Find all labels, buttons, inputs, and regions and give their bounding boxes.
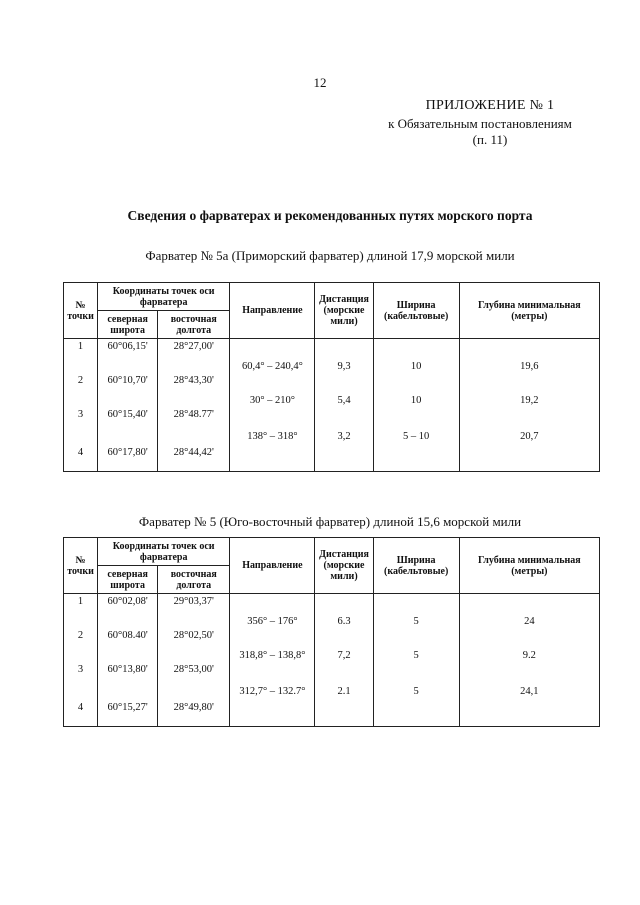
longitude-column [158, 339, 230, 472]
distance-column [315, 339, 373, 472]
longitude-column [158, 594, 230, 727]
fairway-table [63, 282, 600, 472]
fairway-caption: Фарватер № 5 (Юго-восточный фарватер) длиной 15,6 морской мили [138, 514, 522, 529]
direction-column [230, 594, 315, 727]
latitude-cell: 60°08.40' [107, 630, 148, 641]
width-column [373, 339, 459, 472]
point-number-column [64, 594, 98, 727]
header-direction: Направление [230, 538, 315, 594]
direction-cell: 318,8° – 138,8° [239, 650, 306, 661]
distance-cell: 7,2 [337, 650, 351, 661]
direction-cell: 312,7° – 132.7° [239, 686, 306, 697]
point-number-cell: 2 [77, 630, 84, 641]
latitude-cell: 60°17,80' [107, 447, 148, 458]
fairway-caption: Фарватер № 5а (Приморский фарватер) длиной 17,9 морской мили [145, 248, 515, 263]
point-number-cell: 1 [77, 341, 84, 352]
latitude-column [98, 594, 158, 727]
header-latitude: северная широта [98, 311, 158, 339]
table-row [64, 339, 600, 472]
width-cell: 5 [413, 686, 419, 697]
width-cell: 5 [413, 616, 419, 627]
longitude-cell: 28°43,30' [173, 375, 214, 386]
latitude-column [98, 339, 158, 472]
header-latitude: северная широта [98, 566, 158, 594]
longitude-cell: 28°27,00' [173, 341, 214, 352]
annex-clause: (п. 11) [472, 132, 508, 147]
header-coordinates: Координаты точек оси фарватера [98, 538, 230, 566]
header-longitude: восточная долгота [158, 566, 230, 594]
point-number-cell: 3 [77, 409, 84, 420]
fairway-table [63, 537, 600, 727]
document-title: Сведения о фарватерах и рекомендованных путях морского порта [127, 208, 533, 223]
table-row [64, 594, 600, 727]
width-cell: 5 [413, 650, 419, 661]
longitude-cell: 29°03,37' [173, 596, 214, 607]
point-number-cell: 4 [77, 447, 84, 458]
width-cell: 10 [410, 395, 422, 406]
distance-cell: 5,4 [337, 395, 351, 406]
depth-cell: 9.2 [522, 650, 536, 661]
direction-cell: 60,4° – 240,4° [241, 361, 303, 372]
point-number-cell: 4 [77, 702, 84, 713]
header-coordinates: Координаты точек оси фарватера [98, 283, 230, 311]
width-column [373, 594, 459, 727]
distance-cell: 3,2 [337, 431, 351, 442]
header-distance: Дистанция (морские мили) [315, 538, 373, 594]
header-point-number: № точки [64, 538, 98, 594]
direction-cell: 30° – 210° [249, 395, 295, 406]
direction-cell: 138° – 318° [247, 431, 298, 442]
latitude-cell: 60°15,27' [107, 702, 148, 713]
longitude-cell: 28°02,50' [173, 630, 214, 641]
header-width: Ширина (кабельтовые) [373, 283, 459, 339]
distance-cell: 6.3 [337, 616, 351, 627]
annex-title: ПРИЛОЖЕНИЕ № 1 [425, 98, 555, 113]
direction-cell: 356° – 176° [247, 616, 298, 627]
header-point-number: № точки [64, 283, 98, 339]
depth-cell: 19,2 [520, 395, 539, 406]
header-depth: Глубина минимальная (метры) [459, 283, 599, 339]
distance-cell: 2.1 [337, 686, 351, 697]
longitude-cell: 28°53,00' [173, 664, 214, 675]
width-cell: 10 [410, 361, 422, 372]
distance-cell: 9,3 [337, 361, 351, 372]
direction-column [230, 339, 315, 472]
latitude-cell: 60°13,80' [107, 664, 148, 675]
latitude-cell: 60°06,15' [107, 341, 148, 352]
longitude-cell: 28°49,80' [173, 702, 214, 713]
depth-cell: 24 [524, 616, 535, 627]
point-number-cell: 1 [77, 596, 84, 607]
width-cell: 5 – 10 [403, 431, 430, 442]
page-number: 12 [313, 75, 327, 90]
header-direction: Направление [230, 283, 315, 339]
latitude-cell: 60°02,08' [107, 596, 148, 607]
depth-cell: 20,7 [520, 431, 539, 442]
annex-subtitle: к Обязательным постановлениям [388, 116, 572, 131]
longitude-cell: 28°44,42' [173, 447, 214, 458]
depth-column [459, 594, 599, 727]
longitude-cell: 28°48.77' [173, 409, 214, 420]
point-number-cell: 2 [77, 375, 84, 386]
depth-column [459, 339, 599, 472]
point-number-column [64, 339, 98, 472]
latitude-cell: 60°10,70' [107, 375, 148, 386]
header-longitude: восточная долгота [158, 311, 230, 339]
header-width: Ширина (кабельтовые) [373, 538, 459, 594]
point-number-cell: 3 [77, 664, 84, 675]
distance-column [315, 594, 373, 727]
header-depth: Глубина минимальная (метры) [459, 538, 599, 594]
header-distance: Дистанция (морские мили) [315, 283, 373, 339]
depth-cell: 19,6 [520, 361, 539, 372]
depth-cell: 24,1 [520, 686, 539, 697]
latitude-cell: 60°15,40' [107, 409, 148, 420]
